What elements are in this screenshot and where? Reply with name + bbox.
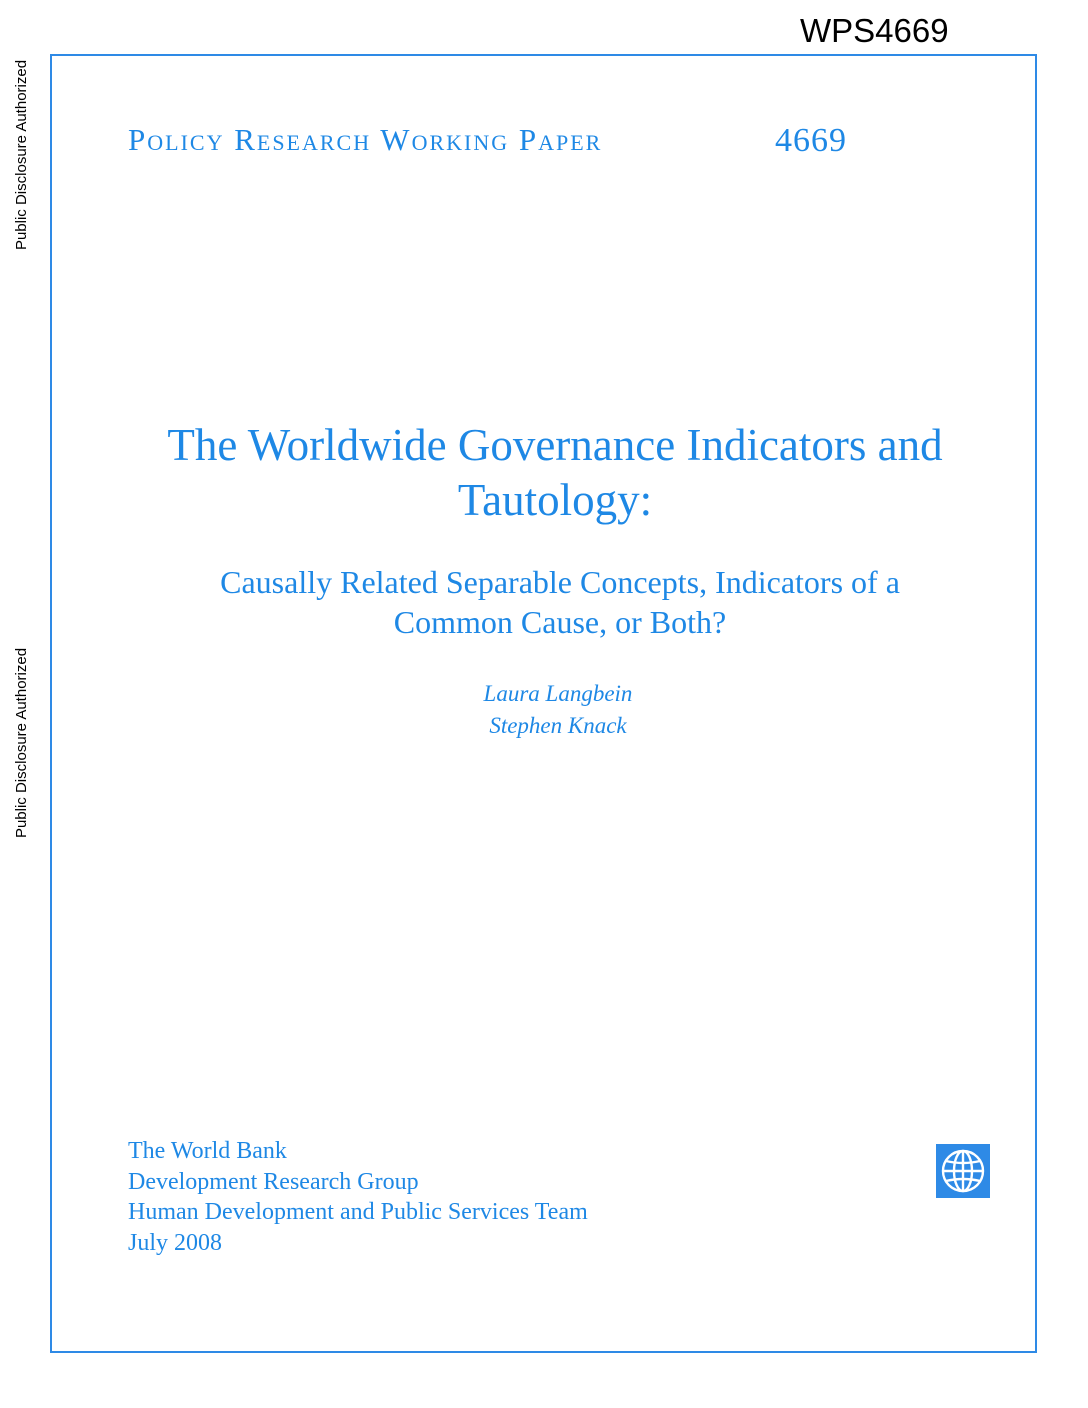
disclosure-stamp-top: Public Disclosure Authorized bbox=[13, 59, 30, 251]
team-name: Human Development and Public Services Team bbox=[128, 1199, 588, 1225]
author-name: Laura Langbein bbox=[483, 681, 633, 706]
paper-title-text bbox=[110, 418, 1000, 528]
title-line-2: Tautology: bbox=[457, 475, 653, 525]
author-list bbox=[358, 678, 758, 742]
paper-title bbox=[110, 418, 1000, 528]
series-label: Policy Research Working Paper bbox=[128, 122, 603, 157]
institution-name: The World Bank bbox=[128, 1138, 287, 1164]
world-bank-globe-icon bbox=[936, 1144, 990, 1198]
subtitle-line-1: Causally Related Separable Concepts, Indicators of a bbox=[220, 564, 900, 600]
document-id: WPS4669 bbox=[800, 12, 949, 49]
disclosure-stamp-middle: Public Disclosure Authorized bbox=[13, 647, 30, 839]
publication-date: July 2008 bbox=[128, 1229, 223, 1256]
title-line-1: The Worldwide Governance Indicators and bbox=[167, 420, 943, 470]
series-number: 4669 bbox=[775, 122, 847, 159]
paper-subtitle bbox=[110, 562, 1010, 642]
author-name: Stephen Knack bbox=[489, 713, 627, 738]
institution-block bbox=[128, 1136, 588, 1258]
department-name: Development Research Group bbox=[128, 1168, 419, 1195]
subtitle-line-2: Common Cause, or Both? bbox=[393, 604, 727, 640]
